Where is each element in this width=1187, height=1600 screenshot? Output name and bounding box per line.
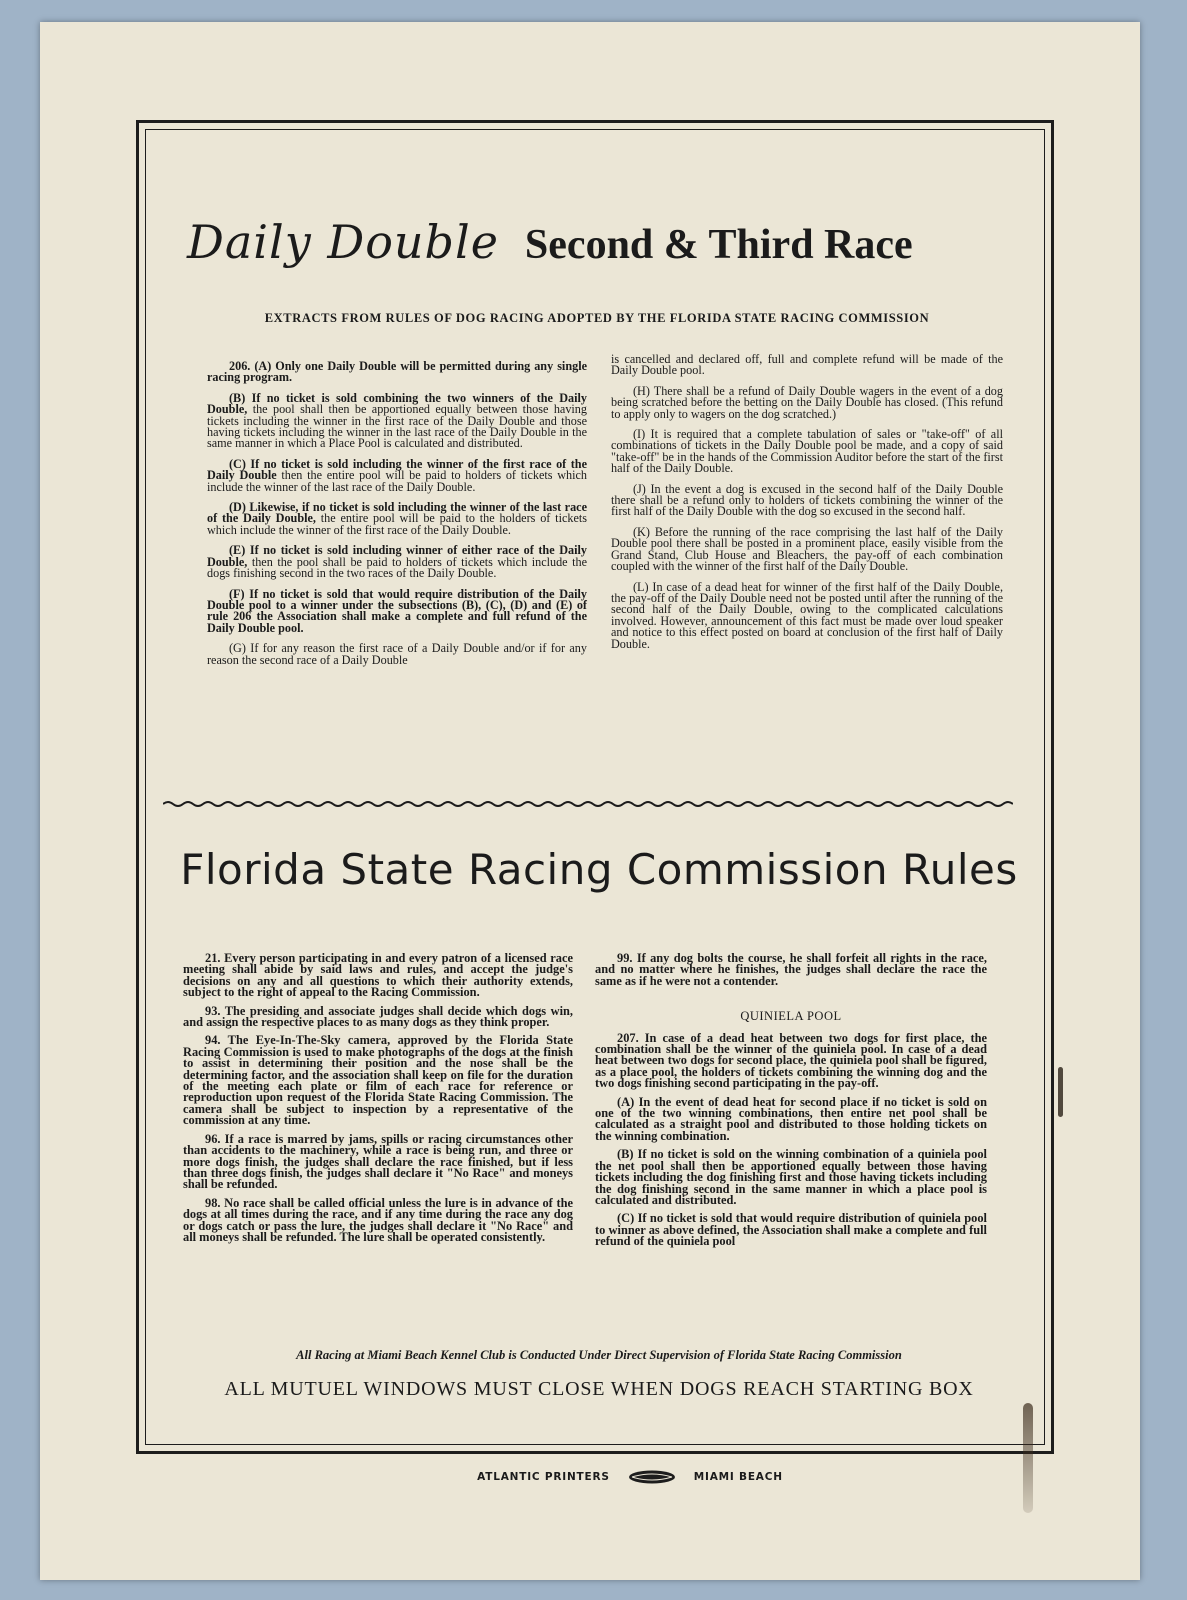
rule-206b: (B) If no ticket is sold combining the two winners of the Daily Double, the pool shall then be apportioned equally between those having tickets including the winner in the first race of the Daily Double and those having tickets including the winner in the last race of the Daily Double in the same manner in which a Place Pool is calculated and distributed. (207, 390, 587, 451)
commission-rules-col2 (595, 953, 987, 1255)
rule-93: 93. The presiding and associate judges shall decide which dogs win, and assign the respective places to as many dogs as they think proper. (183, 1003, 573, 1030)
extracts-heading: EXTRACTS FROM RULES OF DOG RACING ADOPTED BY THE FLORIDA STATE RACING COMMISSION (264, 311, 930, 325)
program-sheet (40, 22, 1140, 1580)
title-main: Second & Third Race (524, 222, 913, 268)
rule-206j: (J) In the event a dog is excused in the second half of the Daily Double there shall be a refund only to holders of tickets combining the winner of the first half of the Daily Double with the dog so excused in the second half. (611, 481, 1003, 519)
border-frame (136, 120, 1054, 1454)
quiniela-heading: QUINIELA POOL (740, 1009, 842, 1024)
rule-206e: (E) If no ticket is sold including winner of either race of the Daily Double, then the pool shall be paid to holders of tickets which include the dogs finishing second in the two races of the Daily Double. (207, 543, 587, 581)
stain-mark (1023, 1403, 1033, 1513)
rule-206l: (L) In case of a dead heat for winner of the first half of the Daily Double, the pay-off of the Daily Double need not be posted until after the running of the second half of the Daily Double, owing to the complicated calculations involved. However, announcement of this fact must be made over loud speaker and notice to this effect posted on board at conclusion of the first half of Daily Double. (611, 579, 1003, 651)
daily-double-rules-col1 (207, 361, 587, 675)
rule-206k: (K) Before the running of the race comprising the last half of the Daily Double pool there shall be posted in a prominent place, easily visible from the Grand Stand, Club House and Bleachers, the pay-off of each combination coupled with the winner of the first half of the Daily Double. (611, 524, 1003, 574)
rule-207: 207. In case of a dead heat between two dogs for first place, the combination shall be the winner of the quiniela pool. In case of a dead heat between two dogs for second place, the quiniela pool shall be figured, as a place pool, the holders of tickets combining the winning dog and the two dogs finishing second participating in the pay-off. (595, 1030, 987, 1091)
rule-206g: (G) If for any reason the first race of a Daily Double and/or if for any reason the second race of a Daily Double (207, 641, 587, 667)
commission-rules-col1 (183, 953, 573, 1250)
rule-207a: (A) In the event of dead heat for second place if no ticket is sold on one of the two winning combinations, then entire net pool shall be calculated as a straight pool and distributed to those holding tickets on the winning combination. (595, 1094, 987, 1143)
rule-206a: 206. (A) Only one Daily Double will be permitted during any single racing program. (207, 359, 587, 385)
rule-21: 21. Every person participating in and every patron of a licensed race meeting shall abide by said laws and rules, and accept the judge's decisions on any and all questions to which their authority extends, subject to the right of appeal to the Racing Commission. (183, 951, 573, 1000)
rule-206d: (D) Likewise, if no ticket is sold including the winner of the last race of the Daily Double, the entire pool will be paid to the holders of tickets which include the winner of the first race of the Daily Double. (207, 500, 587, 537)
printer-location: MIAMI BEACH (693, 1471, 783, 1483)
title-script: Daily Double (187, 215, 499, 269)
daily-double-rules-col2 (611, 354, 1003, 659)
rule-99: 99. If any dog bolts the course, he shall forfeit all rights in the race, and no matter where he finishes, the judges shall declare the race the same as if he were not a contender. (595, 951, 987, 988)
commission-title: Florida State Racing Commission Rules (180, 845, 1018, 894)
rule-98: 98. No race shall be called official unless the lure is in advance of the dogs at all times during the race, and if any time during the race any dog or dogs catch or pass the lure, the judges shall declare it "No Race" and all moneys shall be refunded. The lure shall be operated consistently. (183, 1195, 573, 1244)
stain-mark-edge (1058, 1067, 1063, 1117)
printer-credit (400, 1470, 860, 1484)
rule-206i: (I) It is required that a complete tabulation of sales or "take-off" of all combinations of tickets in the Daily Double pool be made, and a copy of said "take-off" be in the hands of the Commission Auditor before the start of the first half of the Daily Double. (611, 427, 1003, 476)
printer-logo-icon (628, 1470, 676, 1484)
rule-206f: (F) If no ticket is sold that would require distribution of the Daily Double pool to a winner under the subsections (B), (C), (D) and (E) of rule 206 the Association shall make a complete and full refund of the Daily Double pool. (207, 586, 587, 635)
mutuel-notice: ALL MUTUEL WINDOWS MUST CLOSE WHEN DOGS REACH STARTING BOX (224, 1378, 974, 1400)
rule-94: 94. The Eye-In-The-Sky camera, approved by the Florida State Racing Commission is used to make photographs of the dogs at the finish to assist in determining their position and the nose shall be the determining factor, and the association shall keep on file for the duration of the meeting each plate or film of each race for reference or reproduction upon request of the Florida State Racing Commission. The camera shall be subject to inspection by a representative of the commission at any time. (183, 1033, 573, 1128)
rule-207b: (B) If no ticket is sold on the winning combination of a quiniela pool the net pool shall then be apportioned equally between those having tickets including the dog finishing first and those having tickets including the dog finishing second in the same manner in which a place pool is calculated and distributed. (595, 1147, 987, 1207)
printer-name: ATLANTIC PRINTERS (477, 1471, 610, 1483)
wavy-divider (163, 799, 1013, 809)
rule-96: 96. If a race is marred by jams, spills or racing circumstances other than accidents to the machinery, while a race is being run, and three or more dogs finish, the judges shall declare the race finished, but if less than three dogs finish, the judges shall declare it "No Race" and moneys shall be refunded. (183, 1131, 573, 1192)
rule-206c: (C) If no ticket is sold including the winner of the first race of the Daily Double then the entire pool will be paid to holders of tickets which include the winner of the last race of the Daily Double. (207, 456, 587, 494)
rule-206g-cont: is cancelled and declared off, full and complete refund will be made of the Daily Double pool. (611, 352, 1003, 378)
rule-206h: (H) There shall be a refund of Daily Double wagers in the event of a dog being scratched before the betting on the Daily Double has closed. (This refund to apply only to wagers on the dog scratched.) (611, 383, 1003, 421)
daily-double-title (187, 215, 1007, 269)
rule-207c: (C) If no ticket is sold that would require distribution of quiniela pool to winner as above defined, the Association shall make a complete and full refund of the quiniela pool (595, 1211, 987, 1249)
supervision-note: All Racing at Miami Beach Kennel Club is Conducted Under Direct Supervision of Florida State Racing Commission (296, 1348, 902, 1362)
